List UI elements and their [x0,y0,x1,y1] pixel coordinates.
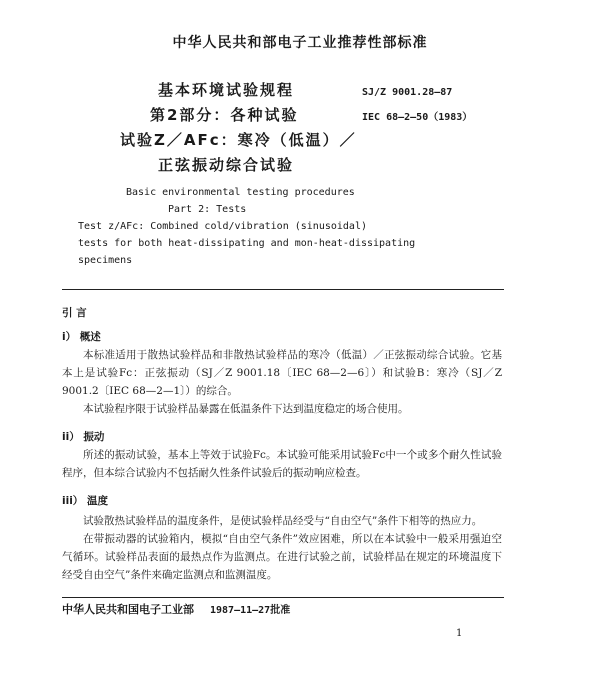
iec-standard-number: IEC 68—2—50（1983） [362,112,473,123]
english-title [78,184,415,269]
section-overview-heading: i） 概述 [62,331,101,343]
approving-authority: 中华人民共和国电子工业部 [62,603,194,616]
approval-date: 1987—11—27批准 [210,605,291,616]
paragraph: 本试验程序限于试验样品暴露在低温条件下达到温度稳定的场合使用。 [83,403,409,415]
footer-divider-line [62,597,504,598]
title-line-3: 试验Z／AFc：寒冷（低温）／ [120,131,357,149]
chinese-title [120,78,357,178]
sj-standard-number: SJ/Z 9001.28—87 [362,87,453,98]
english-title-line-5: specimens [78,255,133,266]
page-number: 1 [456,628,463,639]
paragraph: 本标准适用于散热试验样品和非散热试验样品的寒冷（低温）／正弦振动综合试验。它基本上是试验Fc：正弦振动（SJ／Z 9001.18〔IEC 68—2—6〕）和试验B：寒冷（SJ／Z 9001.2〔IEC 68—2—1〕）的综合。 [62,349,502,397]
section-vibration-heading: ii） 振动 [62,431,105,443]
english-title-line-3: Test z/AFc: Combined cold/vibration (sinusoidal) [78,221,367,232]
english-title-line-4: tests for both heat-dissipating and mon-heat-dissipating [78,238,416,249]
english-title-line-1: Basic environmental testing procedures [126,187,355,198]
title-line-2: 第2部分：各种试验 [150,106,299,124]
standard-category-header: 中华人民共和部电子工业推荐性部标准 [172,35,428,51]
paragraph: 在带振动器的试验箱内，模拟“自由空气条件”效应困难，所以在本试验中一般采用强迫空气循环。试验样品表面的最热点作为监测点。在进行试验之前，试验样品在规定的环境温度下经受自由空气”条件来确定监测点和监测温度。 [62,533,502,581]
divider-line [62,289,504,290]
standard-numbers [362,80,472,130]
section-vibration-body [62,446,502,482]
approval-line [62,601,290,617]
english-title-line-2: Part 2: Tests [168,204,247,215]
intro-title: 引 言 [62,307,87,319]
section-temperature-heading: iii） 温度 [62,495,108,507]
section-temperature-body [62,512,502,584]
paragraph: 所述的振动试验，基本上等效于试验Fc。本试验可能采用试验Fc中一个或多个耐久性试验程序，但本综合试验内不包括耐久性条件试验后的振动响应检查。 [62,449,502,479]
paragraph: 试验散热试验样品的温度条件，是使试验样品经受与“自由空气”条件下相等的热应力。 [83,515,483,527]
title-line-1: 基本环境试验规程 [158,81,295,99]
title-line-4: 正弦振动综合试验 [158,156,295,174]
section-overview-body [62,346,502,418]
